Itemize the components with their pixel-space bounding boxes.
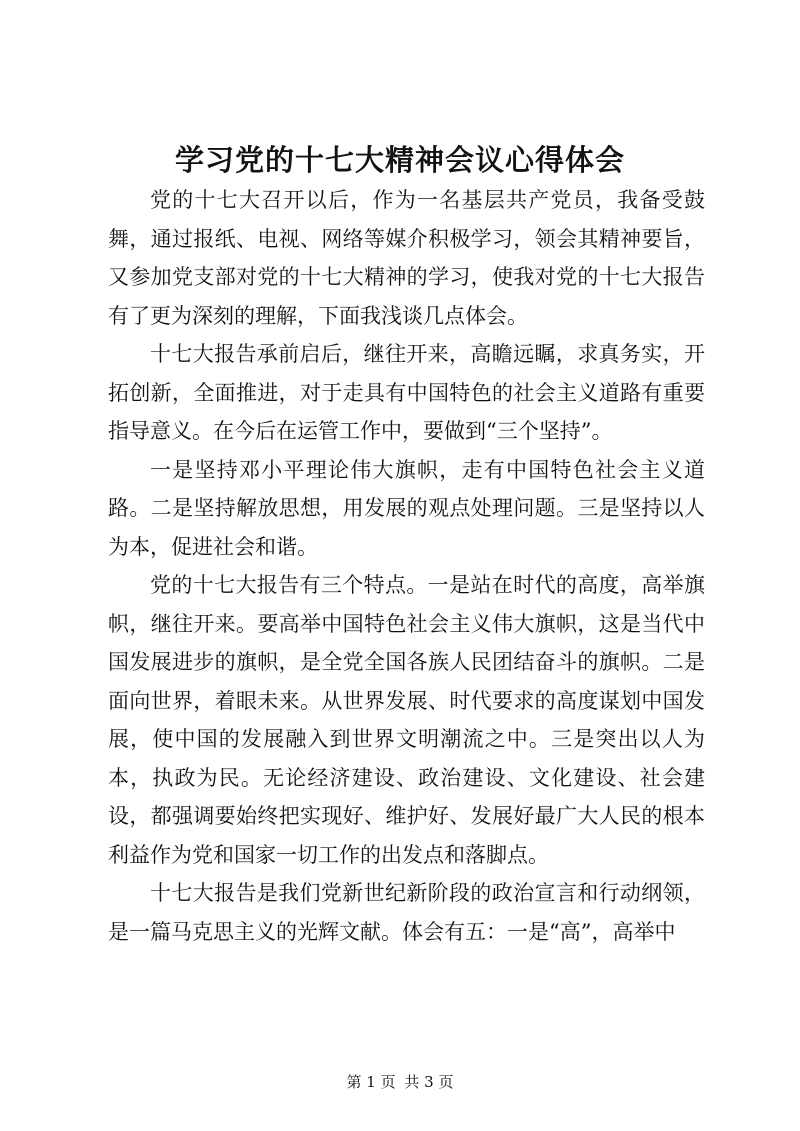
paragraph-3: 一是坚持邓小平理论伟大旗帜，走有中国特色社会主义道路。二是坚持解放思想，用发展的观点处理问题。三是坚持以人为本，促进社会和谐。 bbox=[108, 457, 705, 559]
page-footer bbox=[0, 1072, 800, 1092]
document-body bbox=[108, 181, 705, 951]
paragraph-5: 十七大报告是我们党新世纪新阶段的政治宣言和行动纲领，是一篇马克思主义的光辉文献。体会有五：一是“高”，高举中 bbox=[108, 881, 705, 944]
paragraph-2: 十七大报告承前启后，继往开来，高瞻远瞩，求真务实，开拓创新，全面推进，对于走具有中国特色的社会主义道路有重要指导意义。在今后在运管工作中，要做到“三个坚持”。 bbox=[108, 342, 705, 443]
paragraph-1: 党的十七大召开以后，作为一名基层共产党员，我备受鼓舞，通过报纸、电视、网络等媒介积极学习，领会其精神要旨，又参加党支部对党的十七大精神的学习，使我对党的十七大报告有了更为深刻的理解，下面我浅谈几点体会。 bbox=[108, 188, 705, 328]
document-title: 学习党的十七大精神会议心得体会 bbox=[174, 143, 625, 177]
page-number: 第 1 页 bbox=[346, 1073, 396, 1091]
paragraph-4: 党的十七大报告有三个特点。一是站在时代的高度，高举旗帜，继往开来。要高举中国特色社会主义伟大旗帜，这是当代中国发展进步的旗帜，是全党全国各族人民团结奋斗的旗帜。二是面向世界，着眼未来。从世界发展、时代要求的高度谋划中国发展，使中国的发展融入到世界文明潮流之中。三是突出以人为本，执政为民。无论经济建设、政治建设、文化建设、社会建设，都强调要始终把实现好、维护好、发展好最广大人民的根本利益作为党和国家一切工作的出发点和落脚点。 bbox=[108, 573, 705, 867]
page-total: 共 3 页 bbox=[404, 1073, 454, 1091]
